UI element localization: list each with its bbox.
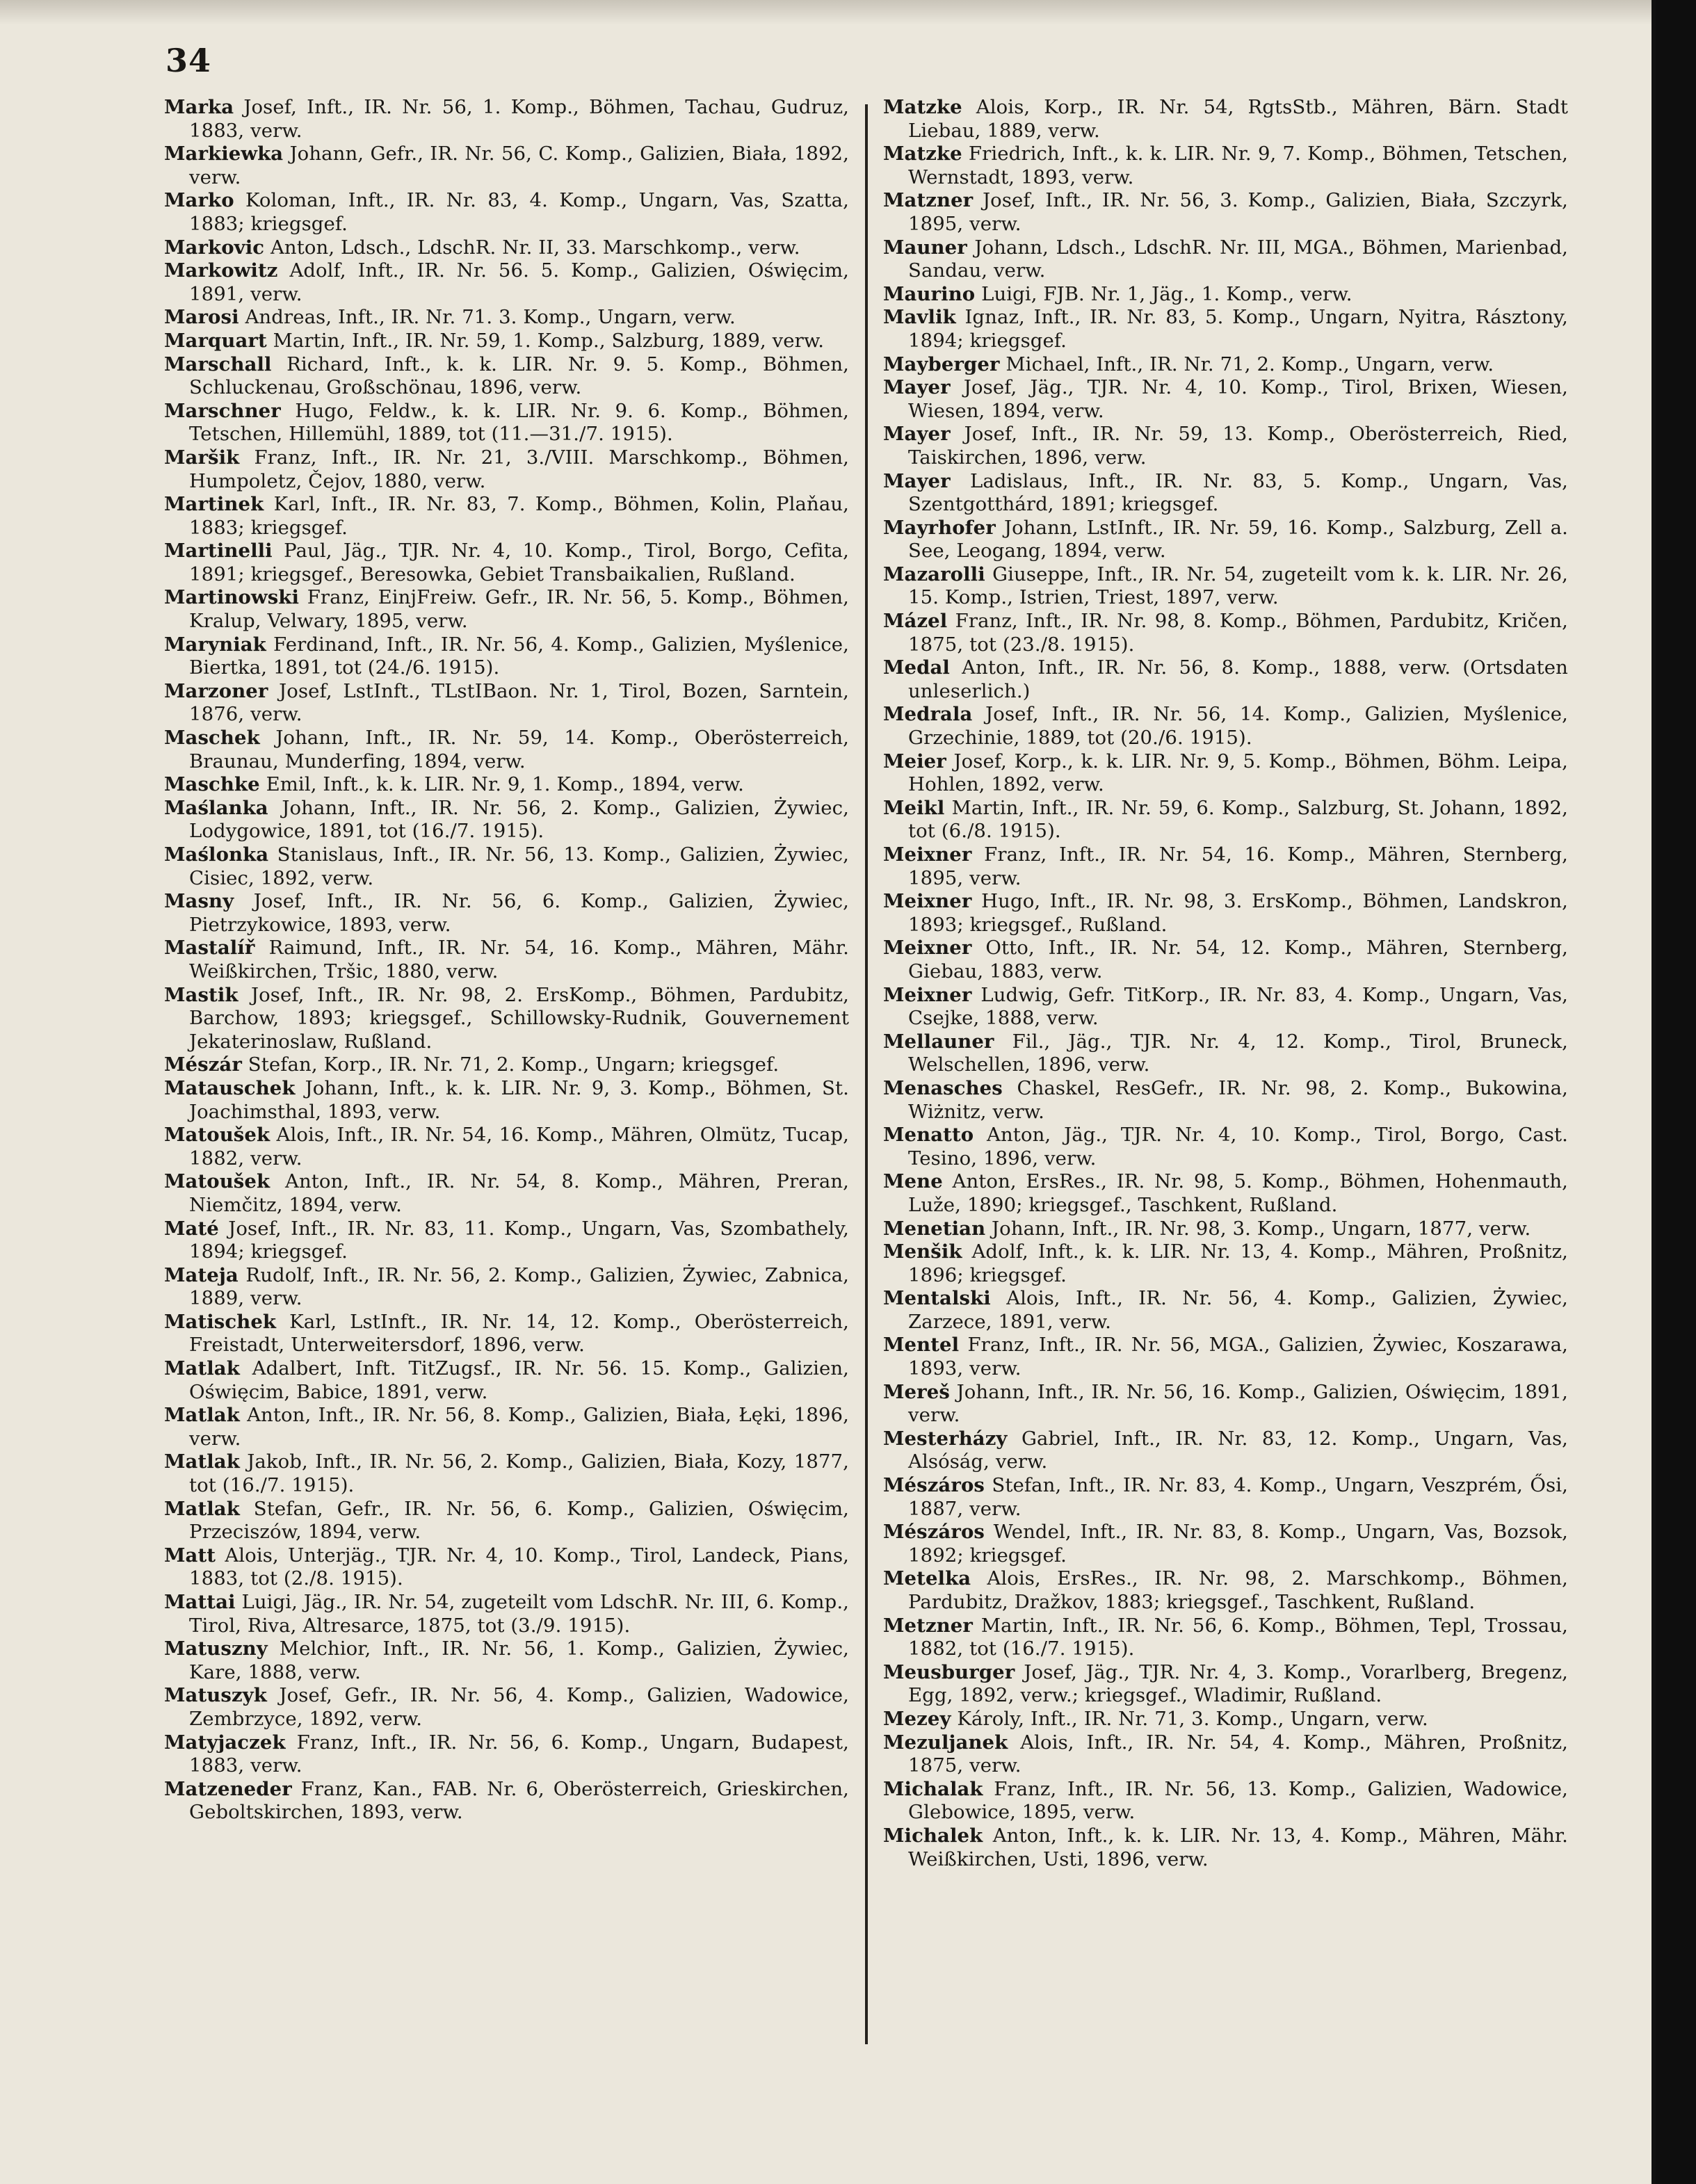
entry-surname: Matlak (164, 1450, 240, 1473)
entry-surname: Markovic (164, 236, 265, 259)
register-entry (883, 1731, 1568, 1778)
register-entry (883, 517, 1568, 563)
entry-surname: Markowitz (164, 259, 278, 282)
register-entry (164, 446, 849, 493)
entry-surname: Martinek (164, 493, 264, 516)
entry-surname: Maurino (883, 282, 976, 305)
register-entry (164, 797, 849, 843)
left-column (164, 96, 849, 1825)
entry-details: Johann, Inft., k. k. LIR. Nr. 9, 3. Komp., Böhmen, St. Joachimsthal, 1893, verw. (189, 1076, 849, 1123)
entry-surname: Matischek (164, 1310, 277, 1333)
entry-details: Johann, Gefr., IR. Nr. 56, C. Komp., Galizien, Biała, 1892, verw. (189, 143, 849, 188)
entry-details: Martin, Inft., IR. Nr. 59, 1. Komp., Salzburg, 1889, verw. (273, 329, 825, 352)
entry-surname: Mavlik (883, 306, 956, 329)
entry-surname: Matlak (164, 1497, 240, 1520)
column-divider (865, 104, 868, 2044)
entry-details: Raimund, Inft., IR. Nr. 54, 16. Komp., Mähren, Mähr. Weißkirchen, Tršic, 1880, verw. (189, 937, 849, 982)
register-entry (164, 1170, 849, 1217)
entry-surname: Meixner (883, 937, 972, 960)
register-entry (883, 1170, 1568, 1217)
entry-surname: Medal (883, 656, 950, 679)
register-entry (883, 236, 1568, 283)
register-entry (164, 143, 849, 189)
entry-surname: Menatto (883, 1124, 974, 1147)
entry-surname: Maschke (164, 773, 260, 796)
entry-details: Anton, Ldsch., LdschR. Nr. II, 33. Marschkomp., verw. (270, 236, 800, 259)
entry-surname: Marko (164, 189, 234, 212)
register-entry (883, 890, 1568, 937)
entry-details: Wendel, Inft., IR. Nr. 83, 8. Komp., Ungarn, Vas, Bozsok, 1892; kriegsgef. (908, 1521, 1568, 1567)
entry-details: Otto, Inft., IR. Nr. 54, 12. Komp., Mähren, Sternberg, Giebau, 1883, verw. (908, 937, 1569, 982)
register-entry (164, 330, 849, 353)
entry-details: Josef, Jäg., TJR. Nr. 4, 10. Komp., Tirol, Brixen, Wiesen, Wiesen, 1894, verw. (908, 376, 1568, 422)
register-entry (164, 1077, 849, 1124)
register-entry (164, 1591, 849, 1637)
register-entry (164, 1311, 849, 1357)
register-entry (883, 1615, 1568, 1661)
entry-details: Josef, Inft., IR. Nr. 56, 1. Komp., Böhmen, Tachau, Gudruz, 1883, verw. (189, 96, 850, 142)
entry-surname: Meixner (883, 890, 972, 913)
entry-surname: Matt (164, 1544, 216, 1567)
entry-details: Johann, Inft., IR. Nr. 59, 14. Komp., Oberösterreich, Braunau, Munderfing, 1894, verw. (189, 727, 850, 773)
page-number: 34 (165, 42, 212, 79)
entry-details: Rudolf, Inft., IR. Nr. 56, 2. Komp., Galizien, Żywiec, Zabnica, 1889, verw. (189, 1263, 849, 1310)
entry-surname: Masny (164, 890, 234, 913)
register-entry (164, 1498, 849, 1544)
entry-details: Anton, Inft., IR. Nr. 56, 8. Komp., 1888, verw. (Ortsdaten unleserlich.) (908, 656, 1568, 702)
entry-surname: Maryniak (164, 633, 266, 656)
register-entry (164, 1637, 849, 1684)
entry-surname: Matzeneder (164, 1777, 292, 1800)
entry-details: Franz, Inft., IR. Nr. 56, 13. Komp., Galizien, Wadowice, Glebowice, 1895, verw. (908, 1777, 1569, 1824)
entry-surname: Mastalíř (164, 937, 255, 960)
entry-surname: Matuszyk (164, 1684, 267, 1707)
entry-surname: Marosi (164, 306, 239, 329)
entry-surname: Mészáros (883, 1474, 985, 1497)
entry-surname: Matzner (883, 189, 974, 212)
register-entry (883, 1334, 1568, 1380)
register-entry (883, 797, 1568, 843)
entry-details: Hugo, Feldw., k. k. LIR. Nr. 9. 6. Komp., Böhmen, Tetschen, Hillemühl, 1889, tot (11.—31./7. 1915). (189, 399, 849, 446)
entry-surname: Martinowski (164, 586, 299, 609)
register-entry (883, 1427, 1568, 1474)
entry-details: Franz, Inft., IR. Nr. 21, 3./VIII. Marschkomp., Böhmen, Humpoletz, Čejov, 1880, verw. (189, 446, 849, 492)
entry-details: Franz, Inft., IR. Nr. 56, MGA., Galizien, Żywiec, Koszarawa, 1893, verw. (908, 1334, 1568, 1380)
entry-surname: Meixner (883, 983, 972, 1006)
register-entry (164, 1778, 849, 1825)
entry-surname: Metzner (883, 1614, 973, 1637)
entry-surname: Matoušek (164, 1124, 270, 1147)
entry-surname: Mészáros (883, 1521, 985, 1544)
entry-details: Friedrich, Inft., k. k. LIR. Nr. 9, 7. Komp., Böhmen, Tetschen, Wernstadt, 1893, verw. (908, 143, 1569, 188)
register-entry (164, 937, 849, 983)
entry-surname: Menasches (883, 1076, 1003, 1099)
register-entry (164, 236, 849, 260)
entry-surname: Maślanka (164, 796, 268, 819)
register-entry (883, 1567, 1568, 1614)
entry-surname: Meikl (883, 796, 945, 819)
register-entry (883, 750, 1568, 797)
entry-surname: Marzoner (164, 679, 268, 702)
entry-surname: Mázel (883, 610, 948, 633)
entry-surname: Mezuljanek (883, 1731, 1008, 1754)
register-entry (164, 633, 849, 680)
register-entry (883, 984, 1568, 1030)
entry-details: Ferdinand, Inft., IR. Nr. 56, 4. Komp., Galizien, Myślenice, Biertka, 1891, tot (24./6. 1915). (189, 633, 850, 679)
entry-details: Stefan, Korp., IR. Nr. 71, 2. Komp., Ungarn; kriegsgef. (248, 1053, 780, 1076)
entry-details: Franz, Kan., FAB. Nr. 6, Oberösterreich, Grieskirchen, Geboltskirchen, 1893, verw. (189, 1777, 849, 1824)
entry-details: Emil, Inft., k. k. LIR. Nr. 9, 1. Komp., 1894, verw. (266, 773, 744, 796)
entry-surname: Metelka (883, 1567, 971, 1590)
register-entry (164, 890, 849, 937)
entry-details: Josef, Inft., IR. Nr. 56, 3. Komp., Galizien, Biała, Szczyrk, 1895, verw. (908, 189, 1568, 235)
entry-surname: Mayer (883, 423, 951, 446)
entry-surname: Meixner (883, 843, 972, 866)
entry-details: Jakob, Inft., IR. Nr. 56, 2. Komp., Galizien, Biała, Kozy, 1877, tot (16./7. 1915). (189, 1450, 849, 1497)
entry-details: Luigi, Jäg., IR. Nr. 54, zugeteilt vom LdschR. Nr. III, 6. Komp., Tirol, Riva, Altresarce, 1875, tot (3./9. 1915). (189, 1591, 850, 1637)
entry-details: Alois, Inft., IR. Nr. 54, 16. Komp., Mähren, Olmütz, Tucap, 1882, verw. (189, 1124, 849, 1170)
entry-details: Anton, ErsRes., IR. Nr. 98, 5. Komp., Böhmen, Hohenmauth, Luže, 1890; kriegsgef., Taschkent, Rußland. (908, 1170, 1569, 1216)
register-entry (883, 1218, 1568, 1241)
entry-surname: Maschek (164, 727, 260, 750)
entry-surname: Mayer (883, 376, 951, 399)
entry-surname: Matauschek (164, 1076, 296, 1099)
entry-surname: Meusburger (883, 1660, 1015, 1683)
register-entry (164, 586, 849, 633)
register-entry (164, 1684, 849, 1731)
entry-details: Alois, Inft., IR. Nr. 56, 4. Komp., Galizien, Żywiec, Zarzece, 1891, verw. (908, 1287, 1568, 1333)
entry-details: Karl, Inft., IR. Nr. 83, 7. Komp., Böhmen, Kolin, Plaňau, 1883; kriegsgef. (189, 493, 849, 539)
entry-surname: Marschner (164, 399, 281, 422)
entry-details: Josef, Inft., IR. Nr. 56, 6. Komp., Galizien, Żywiec, Pietrzykowice, 1893, verw. (189, 890, 849, 936)
entry-surname: Maté (164, 1217, 219, 1240)
register-entry (883, 1474, 1568, 1521)
entry-surname: Matuszny (164, 1637, 268, 1660)
entry-details: Johann, Inft., IR. Nr. 98, 3. Komp., Ungarn, 1877, verw. (992, 1217, 1531, 1240)
register-entry (164, 540, 849, 586)
entry-surname: Maślonka (164, 843, 269, 866)
entry-details: Koloman, Inft., IR. Nr. 83, 4. Komp., Ungarn, Vas, Szatta, 1883; kriegsgef. (189, 189, 849, 235)
register-entry (883, 656, 1568, 703)
register-entry (164, 773, 849, 797)
entry-surname: Mayer (883, 469, 951, 492)
register-entry (883, 189, 1568, 236)
register-entry (883, 703, 1568, 750)
entry-details: Fil., Jäg., TJR. Nr. 4, 12. Komp., Tirol, Bruneck, Welschellen, 1896, verw. (908, 1030, 1568, 1076)
register-entry (883, 1240, 1568, 1287)
entry-surname: Mene (883, 1170, 943, 1193)
entry-details: Stefan, Inft., IR. Nr. 83, 4. Komp., Ungarn, Veszprém, Ősi, 1887, verw. (908, 1474, 1568, 1520)
register-entry (883, 1778, 1568, 1825)
register-entry (164, 189, 849, 236)
entry-surname: Meier (883, 750, 946, 773)
entry-details: Richard, Inft., k. k. LIR. Nr. 9. 5. Komp., Böhmen, Schluckenau, Großschönau, 1896, verw. (189, 353, 849, 399)
entry-surname: Markiewka (164, 143, 284, 165)
entry-surname: Michalak (883, 1777, 983, 1800)
entry-surname: Matzke (883, 96, 962, 118)
entry-details: Hugo, Inft., IR. Nr. 98, 3. ErsKomp., Böhmen, Landskron, 1893; kriegsgef., Rußland. (908, 890, 1568, 936)
register-entry (164, 353, 849, 400)
entry-details: Melchior, Inft., IR. Nr. 56, 1. Komp., Galizien, Żywiec, Kare, 1888, verw. (189, 1637, 849, 1683)
register-entry (164, 1357, 849, 1404)
register-entry (164, 680, 849, 727)
entry-details: Alois, Unterjäg., TJR. Nr. 4, 10. Komp., Tirol, Landeck, Pians, 1883, tot (2./8. 1915). (189, 1544, 849, 1590)
entry-surname: Mayrhofer (883, 516, 996, 539)
entry-details: Johann, Ldsch., LdschR. Nr. III, MGA., Böhmen, Marienbad, Sandau, verw. (908, 236, 1568, 282)
entry-details: Anton, Inft., IR. Nr. 56, 8. Komp., Galizien, Biała, Łęki, 1896, verw. (189, 1404, 849, 1450)
register-entry (883, 1124, 1568, 1170)
entry-details: Stanislaus, Inft., IR. Nr. 56, 13. Komp., Galizien, Żywiec, Cisiec, 1892, verw. (189, 843, 849, 889)
entry-surname: Maršik (164, 446, 240, 469)
entry-surname: Menetian (883, 1217, 986, 1240)
register-entry (883, 353, 1568, 377)
entry-surname: Martinelli (164, 540, 273, 563)
entry-details: Franz, Inft., IR. Nr. 98, 8. Komp., Böhmen, Pardubitz, Kričen, 1875, tot (23./8. 1915). (908, 610, 1569, 656)
register-entry (164, 96, 849, 143)
register-entry (883, 1521, 1568, 1567)
register-entry (164, 1731, 849, 1778)
entry-details: Anton, Jäg., TJR. Nr. 4, 10. Komp., Tirol, Borgo, Cast. Tesino, 1896, verw. (908, 1124, 1568, 1170)
entry-details: Andreas, Inft., IR. Nr. 71. 3. Komp., Ungarn, verw. (245, 306, 736, 329)
register-entry (883, 1825, 1568, 1871)
register-entry (883, 283, 1568, 307)
entry-details: Franz, Inft., IR. Nr. 54, 16. Komp., Mähren, Sternberg, 1895, verw. (908, 843, 1569, 889)
entry-details: Alois, ErsRes., IR. Nr. 98, 2. Marschkomp., Böhmen, Pardubitz, Dražkov, 1883; kriegsgef., Taschkent, Rußland. (908, 1567, 1568, 1613)
entry-surname: Mezey (883, 1707, 951, 1730)
entry-details: Johann, Inft., IR. Nr. 56, 2. Komp., Galizien, Żywiec, Lodygowice, 1891, tot (16./7. 1915). (189, 796, 849, 843)
entry-surname: Matlak (164, 1404, 240, 1427)
register-entry (883, 1077, 1568, 1124)
entry-details: Adolf, Inft., IR. Nr. 56. 5. Komp., Galizien, Oświęcim, 1891, verw. (189, 259, 850, 305)
entry-details: Franz, Inft., IR. Nr. 56, 6. Komp., Ungarn, Budapest, 1883, verw. (189, 1731, 849, 1777)
register-entry (883, 143, 1568, 189)
entry-details: Anton, Inft., k. k. LIR. Nr. 13, 4. Komp., Mähren, Mähr. Weißkirchen, Usti, 1896, verw. (908, 1824, 1568, 1870)
register-entry (164, 1124, 849, 1170)
register-entry (883, 1030, 1568, 1077)
entry-details: Ladislaus, Inft., IR. Nr. 83, 5. Komp., Ungarn, Vas, Szentgotthárd, 1891; kriegsgef. (908, 469, 1569, 516)
register-entry (883, 1287, 1568, 1334)
entry-surname: Matlak (164, 1357, 240, 1380)
entry-surname: Mattai (164, 1591, 236, 1613)
entry-details: Karl, LstInft., IR. Nr. 14, 12. Komp., Oberösterreich, Freistadt, Unterweitersdorf, 1896, verw. (189, 1310, 849, 1357)
entry-details: Károly, Inft., IR. Nr. 71, 3. Komp., Ungarn, verw. (957, 1707, 1428, 1730)
register-entry (883, 376, 1568, 423)
register-entry (883, 96, 1568, 143)
right-column (883, 96, 1568, 1871)
register-entry (164, 1264, 849, 1311)
entry-surname: Mauner (883, 236, 967, 259)
register-entry (883, 563, 1568, 610)
entry-details: Josef, Korp., k. k. LIR. Nr. 9, 5. Komp., Böhmen, Böhm. Leipa, Hohlen, 1892, verw. (908, 750, 1568, 796)
entry-surname: Marschall (164, 353, 272, 375)
register-entry (883, 1381, 1568, 1427)
entry-surname: Marka (164, 96, 234, 118)
register-entry (164, 843, 849, 890)
entry-details: Josef, Gefr., IR. Nr. 56, 4. Komp., Galizien, Wadowice, Zembrzyce, 1892, verw. (189, 1684, 849, 1730)
register-entry (164, 1218, 849, 1264)
entry-details: Ignaz, Inft., IR. Nr. 83, 5. Komp., Ungarn, Nyitra, Rásztony, 1894; kriegsgef. (908, 306, 1568, 352)
register-entry (883, 610, 1568, 656)
register-entry (164, 1450, 849, 1497)
register-entry (883, 843, 1568, 890)
register-entry (883, 937, 1568, 983)
entry-surname: Medrala (883, 703, 973, 726)
entry-details: Josef, Inft., IR. Nr. 98, 2. ErsKomp., Böhmen, Pardubitz, Barchow, 1893; kriegsgef., Schillowsky-Rudnik, Gouvernement Jekaterinoslaw, Rußland. (189, 983, 849, 1053)
register-entry (164, 400, 849, 446)
entry-details: Gabriel, Inft., IR. Nr. 83, 12. Komp., Ungarn, Vas, Alsóság, verw. (908, 1427, 1568, 1473)
entry-details: Josef, Inft., IR. Nr. 83, 11. Komp., Ungarn, Vas, Szombathely, 1894; kriegsgef. (189, 1217, 849, 1263)
entry-details: Martin, Inft., IR. Nr. 56, 6. Komp., Böhmen, Tepl, Trossau, 1882, tot (16./7. 1915). (908, 1614, 1568, 1660)
register-entry (164, 259, 849, 306)
register-entry (164, 727, 849, 773)
entry-surname: Marquart (164, 329, 267, 352)
entry-surname: Mellauner (883, 1030, 994, 1053)
entry-details: Giuseppe, Inft., IR. Nr. 54, zugeteilt vom k. k. LIR. Nr. 26, 15. Komp., Istrien, Triest, 1897, verw. (908, 563, 1569, 609)
register-entry (883, 306, 1568, 353)
register-entry (164, 984, 849, 1054)
entry-details: Ludwig, Gefr. TitKorp., IR. Nr. 83, 4. Komp., Ungarn, Vas, Csejke, 1888, verw. (908, 983, 1569, 1030)
entry-surname: Mészár (164, 1053, 242, 1076)
entry-details: Alois, Korp., IR. Nr. 54, RgtsStb., Mähren, Bärn. Stadt Liebau, 1889, verw. (908, 96, 1568, 142)
entry-surname: Matzke (883, 143, 962, 165)
entry-details: Anton, Inft., IR. Nr. 54, 8. Komp., Mähren, Preran, Niemčitz, 1894, verw. (189, 1170, 849, 1216)
entry-details: Martin, Inft., IR. Nr. 59, 6. Komp., Salzburg, St. Johann, 1892, tot (6./8. 1915). (908, 796, 1568, 843)
scan-edge (1656, 0, 1696, 2184)
register-entry (883, 423, 1568, 469)
entry-details: Josef, LstInft., TLstIBaon. Nr. 1, Tirol, Bozen, Sarntein, 1876, verw. (189, 679, 849, 726)
page-top-shading (0, 0, 1651, 25)
entry-surname: Menšik (883, 1240, 962, 1263)
register-entry (883, 1661, 1568, 1708)
register-entry (164, 1053, 849, 1077)
entry-details: Adalbert, Inft. TitZugsf., IR. Nr. 56. 15. Komp., Galizien, Oświęcim, Babice, 1891, verw. (189, 1357, 850, 1403)
register-entry (883, 470, 1568, 517)
register-entry (164, 1544, 849, 1591)
entry-surname: Mayberger (883, 353, 1000, 375)
entry-details: Josef, Inft., IR. Nr. 59, 13. Komp., Oberösterreich, Ried, Taiskirchen, 1896, verw. (908, 423, 1569, 469)
entry-details: Adolf, Inft., k. k. LIR. Nr. 13, 4. Komp., Mähren, Proßnitz, 1896; kriegsgef. (908, 1240, 1568, 1286)
entry-details: Johann, LstInft., IR. Nr. 59, 16. Komp., Salzburg, Zell a. See, Leogang, 1894, verw. (908, 516, 1569, 563)
entry-details: Johann, Inft., IR. Nr. 56, 16. Komp., Galizien, Oświęcim, 1891, verw. (908, 1380, 1568, 1427)
entry-surname: Michalek (883, 1824, 983, 1847)
entry-details: Alois, Inft., IR. Nr. 54, 4. Komp., Mähren, Proßnitz, 1875, verw. (908, 1731, 1568, 1777)
register-entry (883, 1708, 1568, 1731)
entry-details: Josef, Inft., IR. Nr. 56, 14. Komp., Galizien, Myślenice, Grzechinie, 1889, tot (20./6. 1915). (908, 703, 1568, 750)
entry-details: Paul, Jäg., TJR. Nr. 4, 10. Komp., Tirol, Borgo, Cefita, 1891; kriegsgef., Beresowka, Gebiet Transbaikalien, Rußland. (189, 540, 849, 585)
entry-surname: Mereš (883, 1380, 950, 1403)
entry-surname: Mentalski (883, 1287, 991, 1310)
entry-surname: Mastik (164, 983, 239, 1006)
entry-details: Josef, Jäg., TJR. Nr. 4, 3. Komp., Vorarlberg, Bregenz, Egg, 1892, verw.; kriegsgef., Wladimir, Rußland. (908, 1660, 1569, 1707)
entry-details: Michael, Inft., IR. Nr. 71, 2. Komp., Ungarn, verw. (1006, 353, 1494, 375)
entry-details: Franz, EinjFreiw. Gefr., IR. Nr. 56, 5. Komp., Böhmen, Kralup, Velwary, 1895, verw. (189, 586, 850, 633)
entry-surname: Mesterházy (883, 1427, 1008, 1450)
entry-surname: Mentel (883, 1334, 960, 1357)
entry-surname: Mateja (164, 1263, 239, 1286)
entry-details: Stefan, Gefr., IR. Nr. 56, 6. Komp., Galizien, Oświęcim, Przeciszów, 1894, verw. (189, 1497, 849, 1544)
register-entry (164, 306, 849, 330)
entry-surname: Matoušek (164, 1170, 270, 1193)
entry-details: Luigi, FJB. Nr. 1, Jäg., 1. Komp., verw. (981, 282, 1352, 305)
register-entry (164, 1404, 849, 1450)
entry-surname: Mazarolli (883, 563, 985, 585)
entry-surname: Matyjaczek (164, 1731, 286, 1754)
entry-details: Chaskel, ResGefr., IR. Nr. 98, 2. Komp., Bukowina, Wiżnitz, verw. (908, 1076, 1569, 1123)
register-entry (164, 493, 849, 540)
